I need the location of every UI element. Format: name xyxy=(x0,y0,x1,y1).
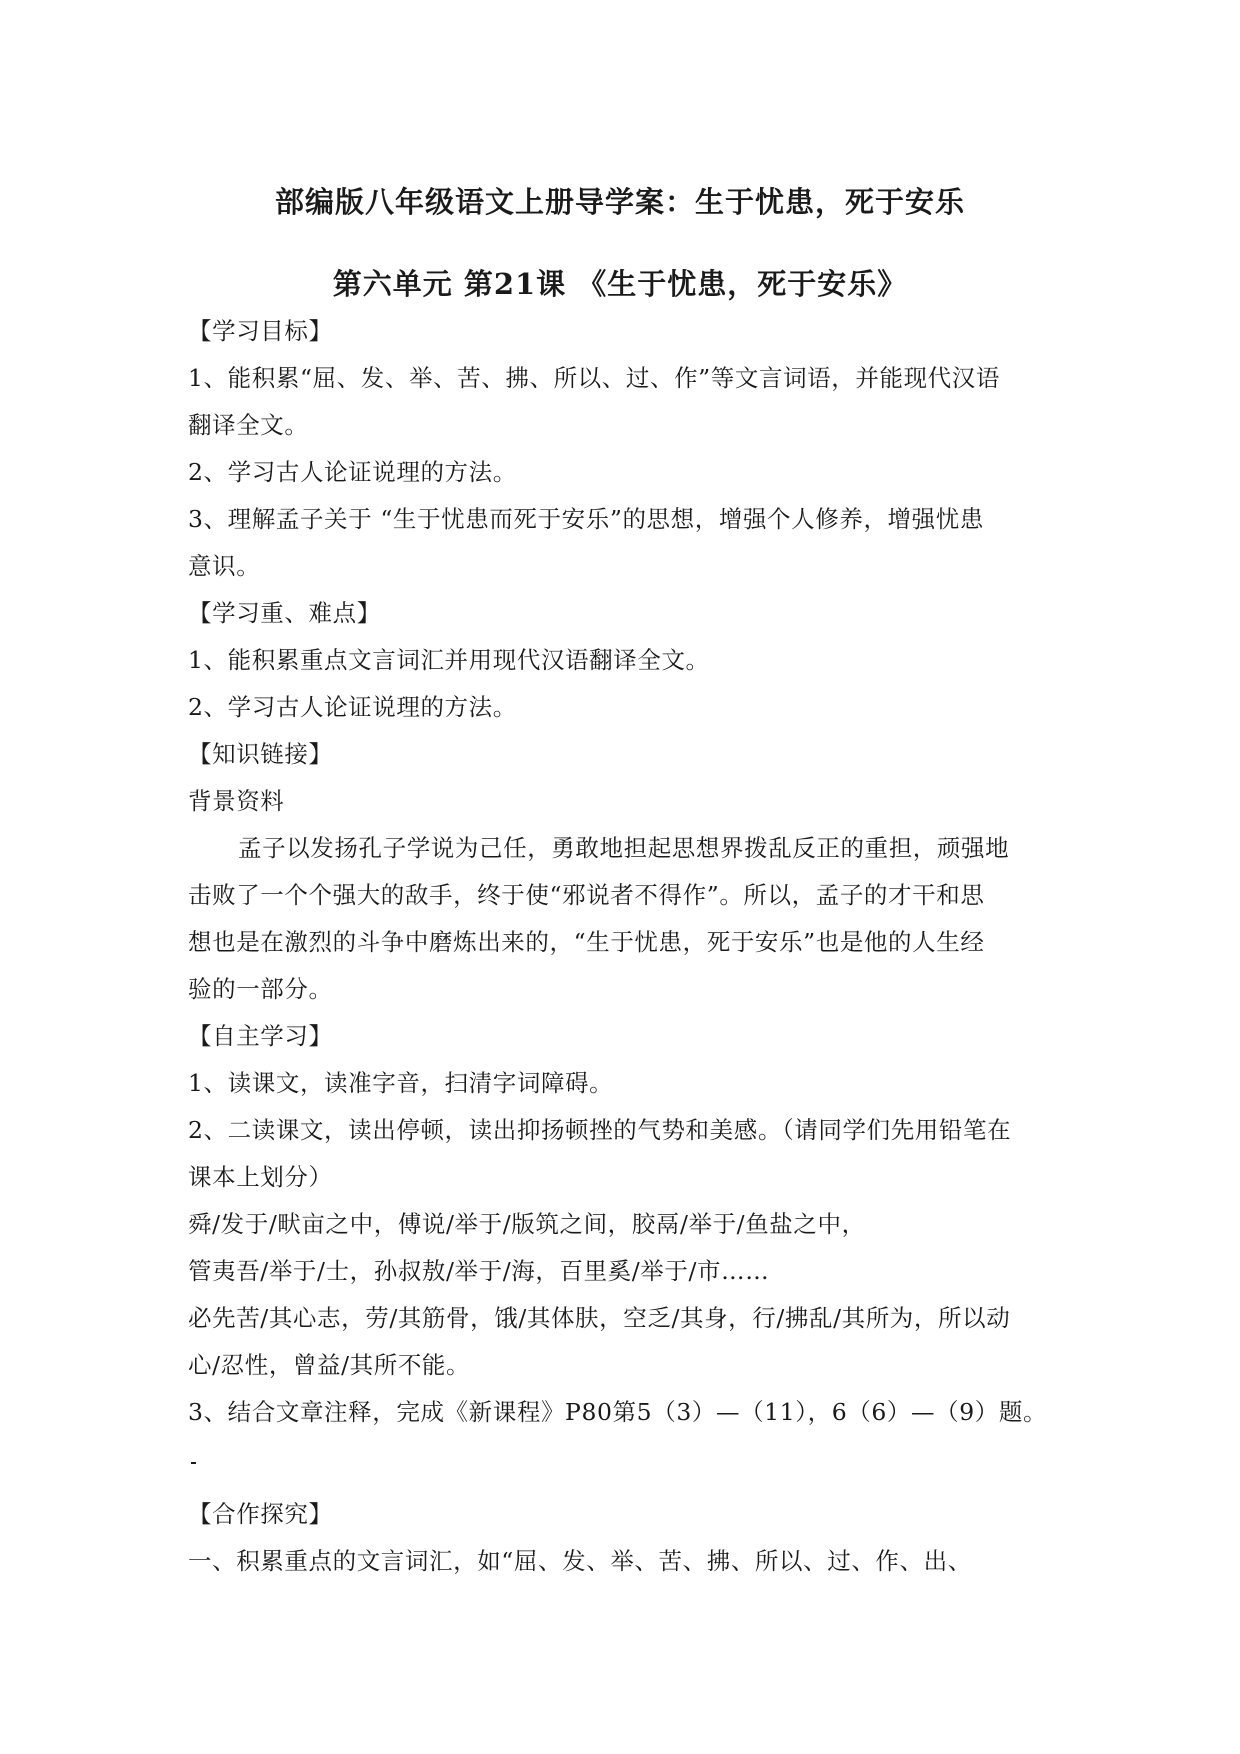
paragraph-line: 想也是在激烈的斗争中磨炼出来的，“生于忧患，死于安乐”也是他的人生经 xyxy=(188,928,985,956)
document-subtitle: 第六单元 第21课 《生于忧患，死于安乐》 xyxy=(332,267,908,301)
section-heading-self-study: 【自主学习】 xyxy=(188,1022,333,1050)
section-heading-objectives: 【学习目标】 xyxy=(188,317,333,345)
section-heading-key-points: 【学习重、难点】 xyxy=(188,599,381,627)
subheading-background: 背景资料 xyxy=(188,787,285,815)
text-line: 1、能积累重点文言词汇并用现代汉语翻译全文。 xyxy=(188,646,710,674)
paragraph-line: 孟子以发扬孔子学说为己任，勇敢地担起思想界拨乱反正的重担，顽强地 xyxy=(238,834,1010,862)
text-line: 舜/发于/畎亩之中，傅说/举于/版筑之间，胶鬲/举于/鱼盐之中， xyxy=(188,1210,866,1238)
text-line: 意识。 xyxy=(188,552,261,580)
text-line: 管夷吾/举于/士，孙叔敖/举于/海，百里奚/举于/市…… xyxy=(188,1257,770,1285)
section-heading-cooperative-inquiry: 【合作探究】 xyxy=(188,1500,333,1528)
section-heading-knowledge-link: 【知识链接】 xyxy=(188,740,333,768)
stray-dash-mark xyxy=(191,1462,196,1464)
text-line: 必先苦/其心志，劳/其筋骨，饿/其体肤，空乏/其身，行/拂乱/其所为，所以动 xyxy=(188,1304,1011,1332)
text-line: 一、积累重点的文言词汇，如“屈、发、举、苦、拂、所以、过、作、出、 xyxy=(188,1547,972,1575)
text-line: 2、学习古人论证说理的方法。 xyxy=(188,458,517,486)
document-title: 部编版八年级语文上册导学案：生于忧患，死于安乐 xyxy=(274,185,965,219)
text-line: 2、学习古人论证说理的方法。 xyxy=(188,693,517,721)
text-line: 3、结合文章注释，完成《新课程》P80第5（3）—（11），6（6）—（9）题。 xyxy=(188,1398,1048,1426)
text-line: 翻译全文。 xyxy=(188,411,309,439)
text-line: 心/忍性，曾益/其所不能。 xyxy=(188,1351,471,1379)
paragraph-line: 验的一部分。 xyxy=(188,975,333,1003)
text-line: 1、读课文，读准字音，扫清字词障碍。 xyxy=(188,1069,614,1097)
text-line: 1、能积累“屈、发、举、苦、拂、所以、过、作”等文言词语，并能现代汉语 xyxy=(188,364,1000,392)
text-line: 2、二读课文，读出停顿，读出抑扬顿挫的气势和美感。（请同学们先用铅笔在 xyxy=(188,1116,1012,1144)
paragraph-line: 击败了一个个强大的敌手，终于使“邪说者不得作”。所以，孟子的才干和思 xyxy=(188,881,985,909)
text-line: 3、理解孟子关于 “生于忧患而死于安乐”的思想，增强个人修养，增强忧患 xyxy=(188,505,984,533)
text-line: 课本上划分） xyxy=(188,1163,333,1191)
